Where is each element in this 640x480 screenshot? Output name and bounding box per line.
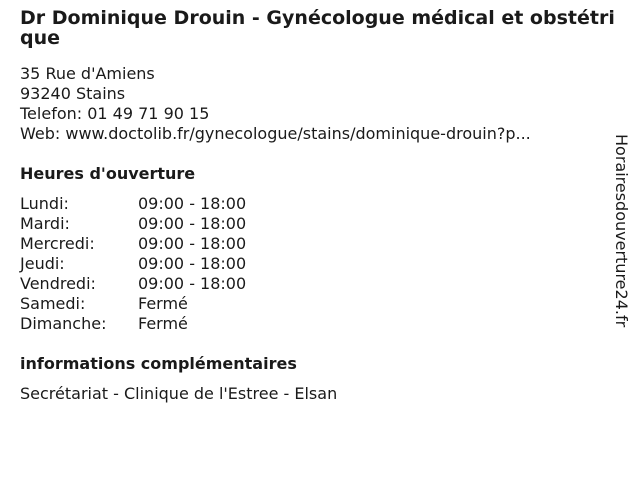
- day-label: Dimanche:: [20, 314, 107, 333]
- phone-number: Telefon: 01 49 71 90 15: [20, 104, 210, 123]
- address-block: [20, 64, 600, 144]
- day-label: Vendredi:: [20, 274, 96, 293]
- time-value: Fermé: [138, 314, 188, 333]
- time-value: 09:00 - 18:00: [138, 254, 247, 273]
- day-label: Samedi:: [20, 294, 86, 313]
- day-label: Mardi:: [20, 214, 70, 233]
- time-value: 09:00 - 18:00: [138, 214, 247, 233]
- additional-info-text: Secrétariat - Clinique de l'Estree - Elsan: [20, 384, 338, 403]
- time-value: 09:00 - 18:00: [138, 274, 247, 293]
- city-postal: 93240 Stains: [20, 84, 126, 103]
- website-link[interactable]: Web: www.doctolib.fr/gynecologue/stains/dominique-drouin?p...: [20, 124, 531, 143]
- time-value: Fermé: [138, 294, 188, 313]
- site-watermark: Horairesdouverture24.fr: [612, 134, 631, 328]
- day-label: Lundi:: [20, 194, 69, 213]
- page-title: Dr Dominique Drouin - Gynécologue médical et obstétrique: [20, 7, 615, 49]
- time-value: 09:00 - 18:00: [138, 194, 247, 213]
- time-value: 09:00 - 18:00: [138, 234, 247, 253]
- opening-hours-heading: Heures d'ouverture: [20, 164, 196, 183]
- street-address: 35 Rue d'Amiens: [20, 64, 155, 83]
- day-label: Jeudi:: [20, 254, 65, 273]
- additional-info-heading: informations complémentaires: [20, 354, 297, 373]
- day-label: Mercredi:: [20, 234, 95, 253]
